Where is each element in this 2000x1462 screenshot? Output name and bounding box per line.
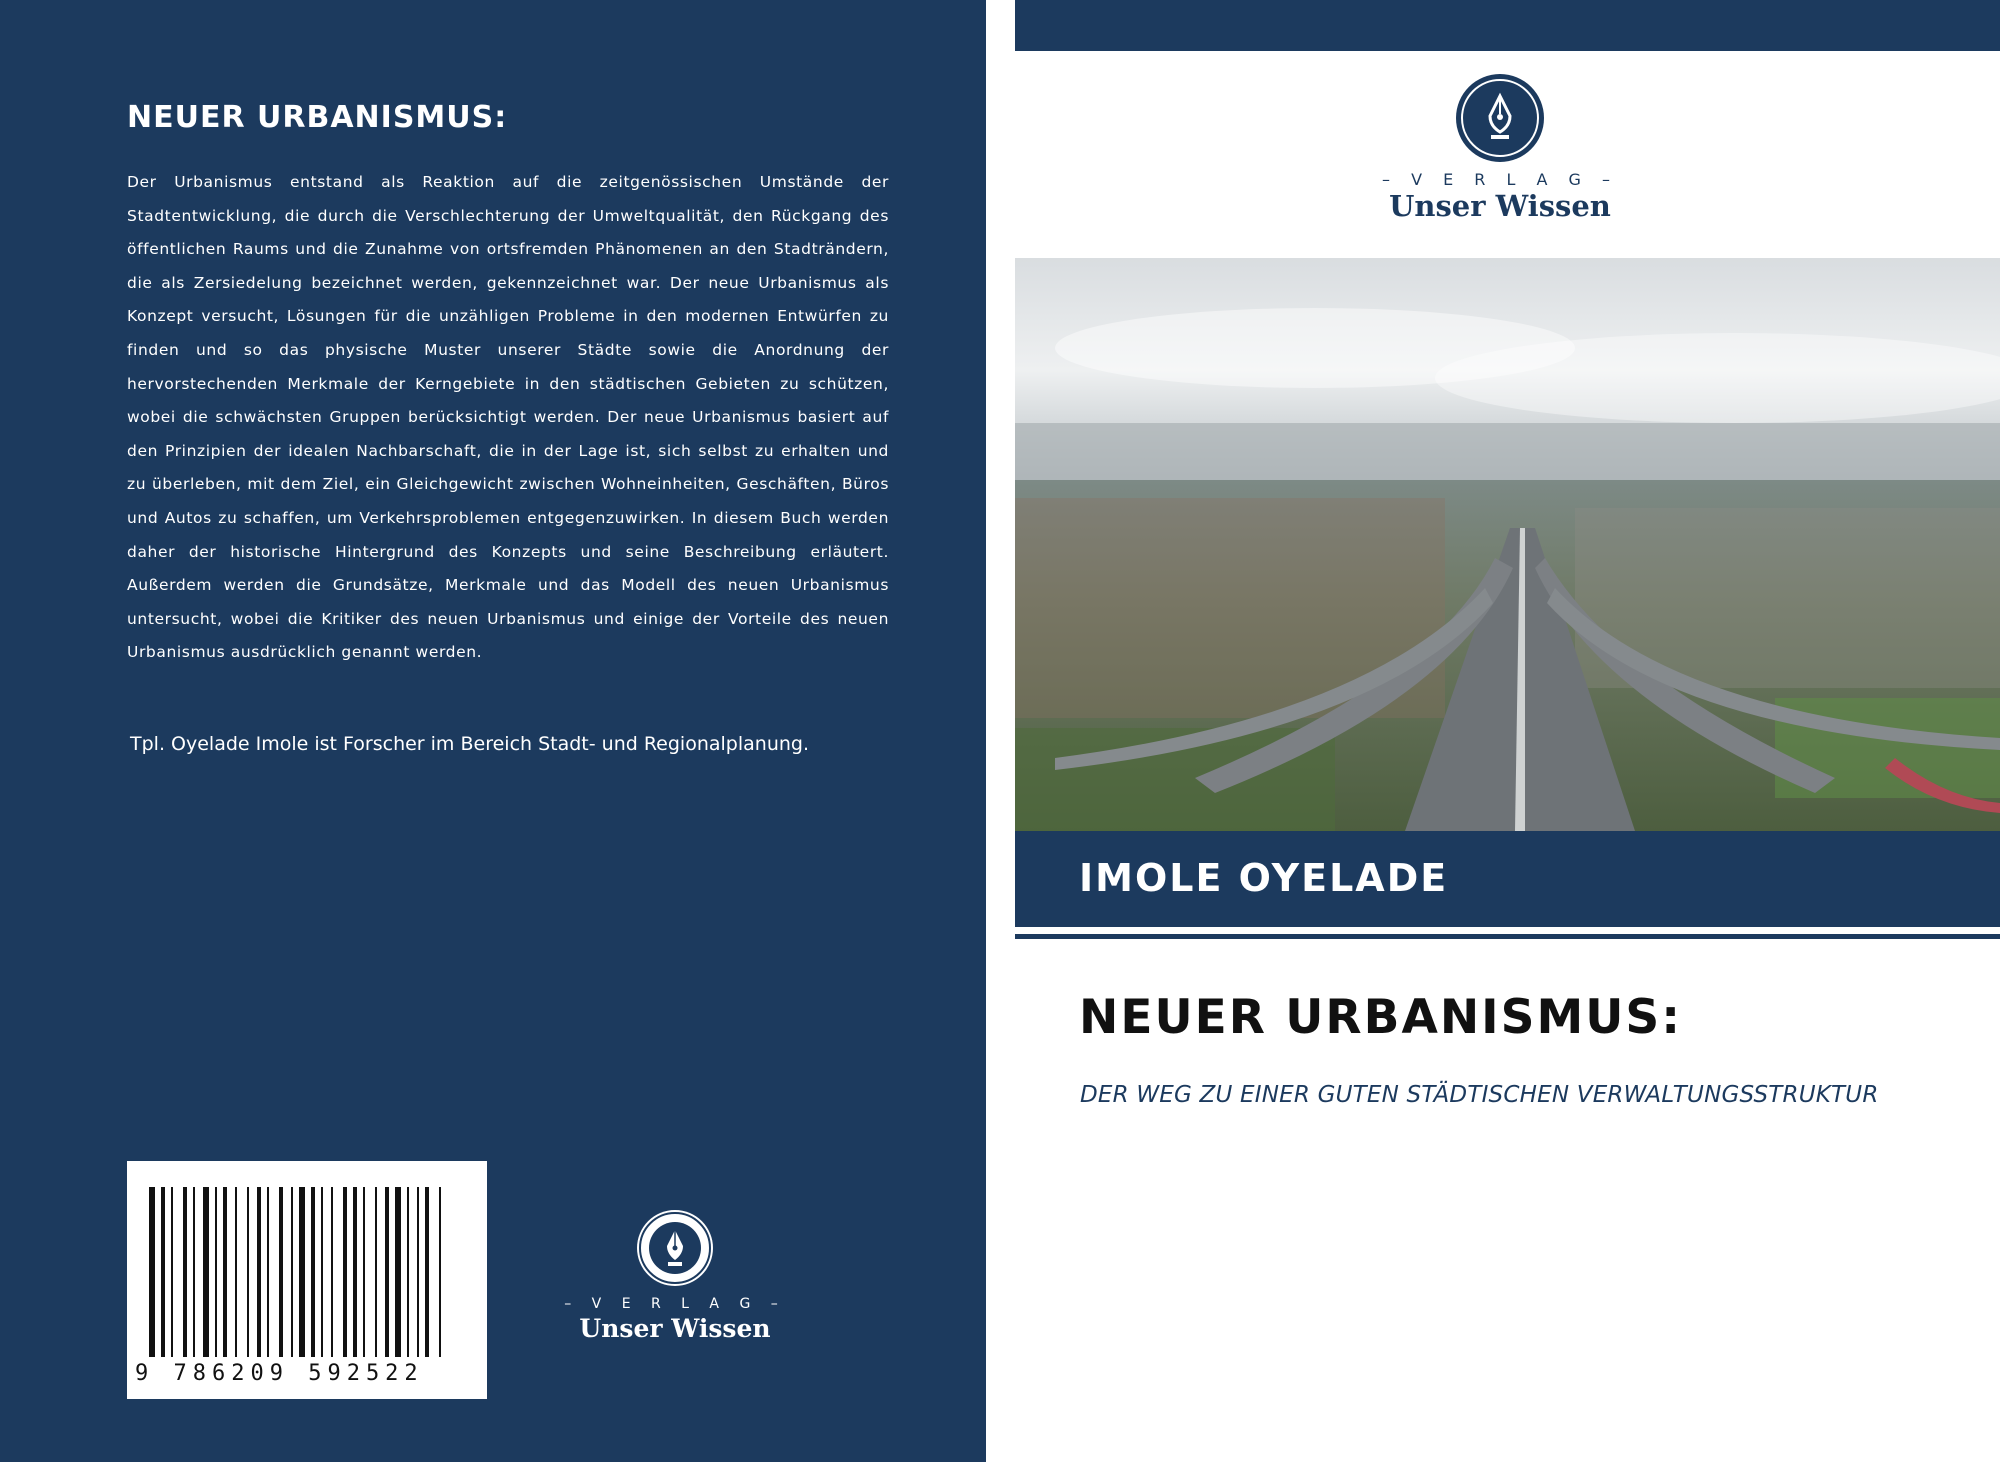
back-cover-blurb: Der Urbanismus entstand als Reaktion auf die zeitgenössischen Umstände der Stadtentwicklung, die durch die Verschlechterung der Umweltqualität, den Rückgang des öffentlichen Raums und die Zunahme von ortsfremden Phänomenen an den Stadträndern, die als Zersiedelung bezeichnet werden, gekennzeichnet war. Der neue Urbanismus als Konzept versucht, Lösungen für die unzähligen Probleme in den modernen Entwürfen zu finden und so das physische Muster unserer Städte sowie die Anordnung der hervorstechenden Merkmale der Kerngebiete in den städtischen Gebieten zu schützen, wobei die schwächsten Gruppen berücksichtigt werden. Der neue Urbanismus basiert auf den Prinzipien der idealen Nachbarschaft, die in der Lage ist, sich selbst zu erhalten und zu überleben, mit dem Ziel, ein Gleichgewicht zwischen Wohneinheiten, Geschäften, Büros und Autos zu schaffen, um Verkehrsproblemen entgegenzuwirken. In diesem Buch werden daher der historische Hintergrund des Konzepts und seine Beschreibung erläutert. Außerdem werden die Grundsätze, Merkmale und das Modell des neuen Urbanismus untersucht, wobei die Kritiker des neuen Urbanismus und einige der Vorteile des neuen Urbanismus ausdrücklich genannt werden. — [127, 173, 889, 662]
isbn-barcode — [127, 1161, 487, 1399]
front-top-bar — [1015, 0, 2000, 51]
author-bio: Tpl. Oyelade Imole ist Forscher im Bereich Stadt- und Regionalplanung. — [130, 733, 810, 755]
publisher-name: Unser Wissen — [579, 1314, 771, 1343]
author-band — [1015, 831, 2000, 927]
publisher-verlag-label: – V E R L A G – — [1381, 170, 1619, 189]
author-name: IMOLE OYELADE — [1079, 856, 1449, 900]
pen-nib-icon — [1454, 72, 1546, 164]
publisher-name: Unser Wissen — [1389, 189, 1611, 223]
divider-rule — [1015, 934, 2000, 939]
cover-photo-highway — [1015, 258, 2000, 831]
pen-nib-icon — [635, 1208, 715, 1288]
back-cover-title: NEUER URBANISMUS: — [127, 100, 508, 135]
front-cover-subtitle: DER WEG ZU EINER GUTEN STÄDTISCHEN VERWALTUNGSSTRUKTUR — [1080, 1082, 1879, 1108]
publisher-verlag-label: – V E R L A G – — [564, 1296, 786, 1312]
back-cover — [0, 0, 986, 1462]
isbn-number: 9 786209 592522 — [135, 1361, 424, 1386]
front-publisher-logo — [1380, 72, 1620, 223]
front-cover-title: NEUER URBANISMUS: — [1079, 990, 1683, 1045]
back-publisher-logo — [560, 1208, 790, 1343]
